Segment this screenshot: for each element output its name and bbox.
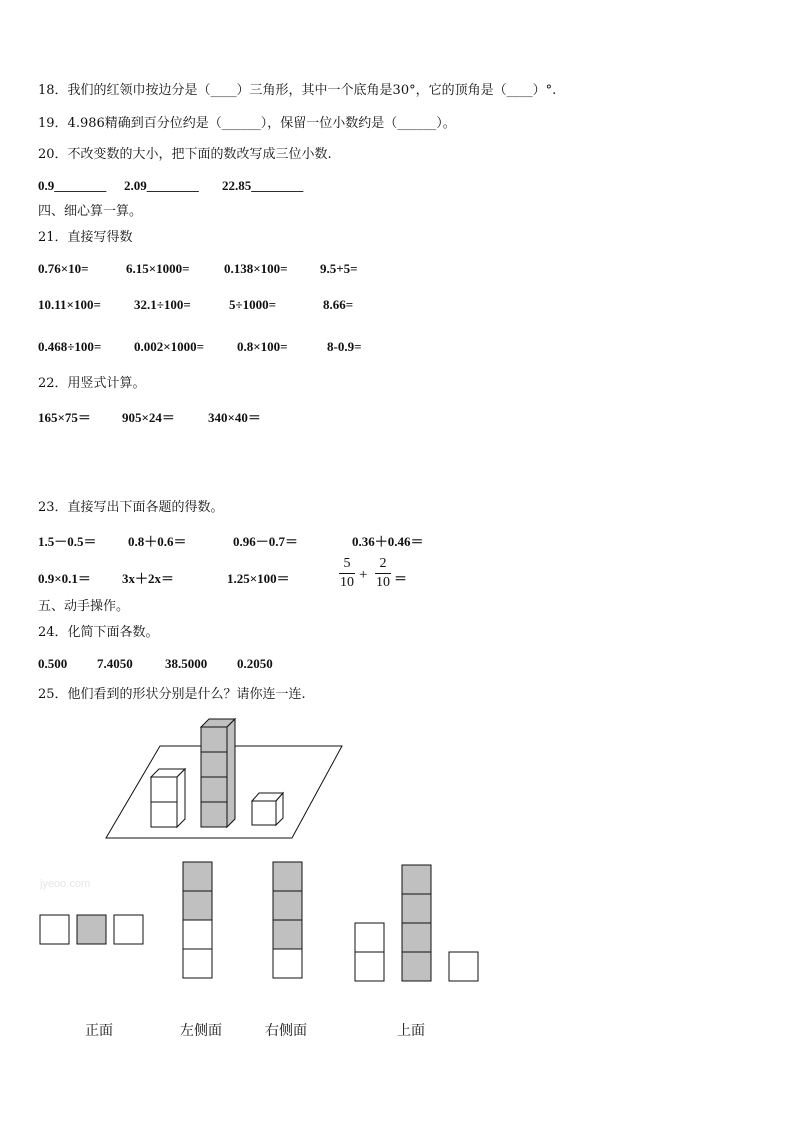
section-5-heading: 五、动手操作。 (38, 599, 130, 614)
q23-expression: 0.96－0.7＝ (233, 534, 299, 549)
question-23-title: 23．直接写出下面各题的得数。 (38, 500, 224, 515)
q22-expression: 340×40＝ (208, 410, 261, 425)
fraction-numerator: 5 (343, 556, 351, 571)
question-19: 19．4.986精确到百分位约是（______），保留一位小数约是（______）。 (38, 116, 456, 131)
single-cube (252, 793, 283, 825)
view-option-column-b (273, 862, 302, 978)
q21-expression: 8-0.9= (327, 339, 362, 354)
q23-expression: 1.25×100＝ (227, 571, 290, 586)
question-25-title: 25．他们看到的形状分别是什么？请你连一连. (38, 687, 306, 702)
section-4-heading: 四、细心算一算。 (38, 204, 143, 219)
question-18: 18．我们的红领巾按边分是（____）三角形，其中一个底角是30°，它的顶角是（____）°. (38, 83, 557, 98)
q20-item: 0.9________ (38, 178, 107, 193)
label-right-view: 右侧面 (265, 1023, 307, 1039)
q21-expression: 0.138×100= (224, 261, 288, 276)
fraction-denominator: 10 (376, 575, 390, 590)
question-20-title: 20．不改变数的大小，把下面的数改写成三位小数. (38, 147, 332, 162)
q20-item: 22.85________ (222, 178, 304, 193)
q21-expression: 0.468÷100= (38, 339, 102, 354)
q21-expression: 9.5+5= (320, 261, 358, 276)
q21-expression: 0.8×100= (237, 339, 288, 354)
q24-number: 0.500 (38, 656, 68, 671)
fraction-numerator: 2 (379, 556, 387, 571)
view-option-mixed (355, 865, 478, 981)
label-left-view: 左侧面 (180, 1023, 222, 1039)
q23-expression: 3x＋2x＝ (122, 571, 175, 586)
q23-expression: 1.5－0.5＝ (38, 534, 97, 549)
fraction-denominator: 10 (340, 575, 354, 590)
q21-expression: 0.76×10= (38, 261, 89, 276)
question-21-title: 21．直接写得数 (38, 230, 133, 245)
q21-expression: 10.11×100= (38, 297, 101, 312)
plus-sign: + (359, 567, 368, 583)
label-top-view: 上面 (397, 1023, 425, 1039)
watermark-text: jyeoo.com (40, 878, 91, 890)
question-22-title: 22．用竖式计算。 (38, 376, 146, 391)
question-24-title: 24．化简下面各数。 (38, 625, 159, 640)
left-cube-stack (151, 769, 185, 827)
q24-number: 38.5000 (165, 656, 208, 671)
view-option-row (40, 915, 143, 944)
q22-expression: 905×24＝ (122, 410, 175, 425)
q24-number: 0.2050 (237, 656, 273, 671)
q23-expression: 0.9×0.1＝ (38, 571, 91, 586)
q21-expression: 32.1÷100= (134, 297, 191, 312)
tall-cube-stack (201, 719, 235, 827)
q21-expression: 0.002×1000= (134, 339, 205, 354)
q20-item: 2.09________ (124, 178, 199, 193)
q22-expression: 165×75＝ (38, 410, 91, 425)
view-option-column-a (183, 862, 212, 978)
q24-number: 7.4050 (97, 656, 133, 671)
equals-sign: ＝ (394, 571, 408, 586)
q21-expression: 6.15×1000= (126, 261, 190, 276)
q23-expression: 0.8＋0.6＝ (128, 534, 187, 549)
q21-expression: 8.66= (323, 297, 354, 312)
label-front-view: 正面 (85, 1023, 113, 1039)
q23-expression: 0.36＋0.46＝ (352, 534, 424, 549)
q21-expression: 5÷1000= (229, 297, 277, 312)
